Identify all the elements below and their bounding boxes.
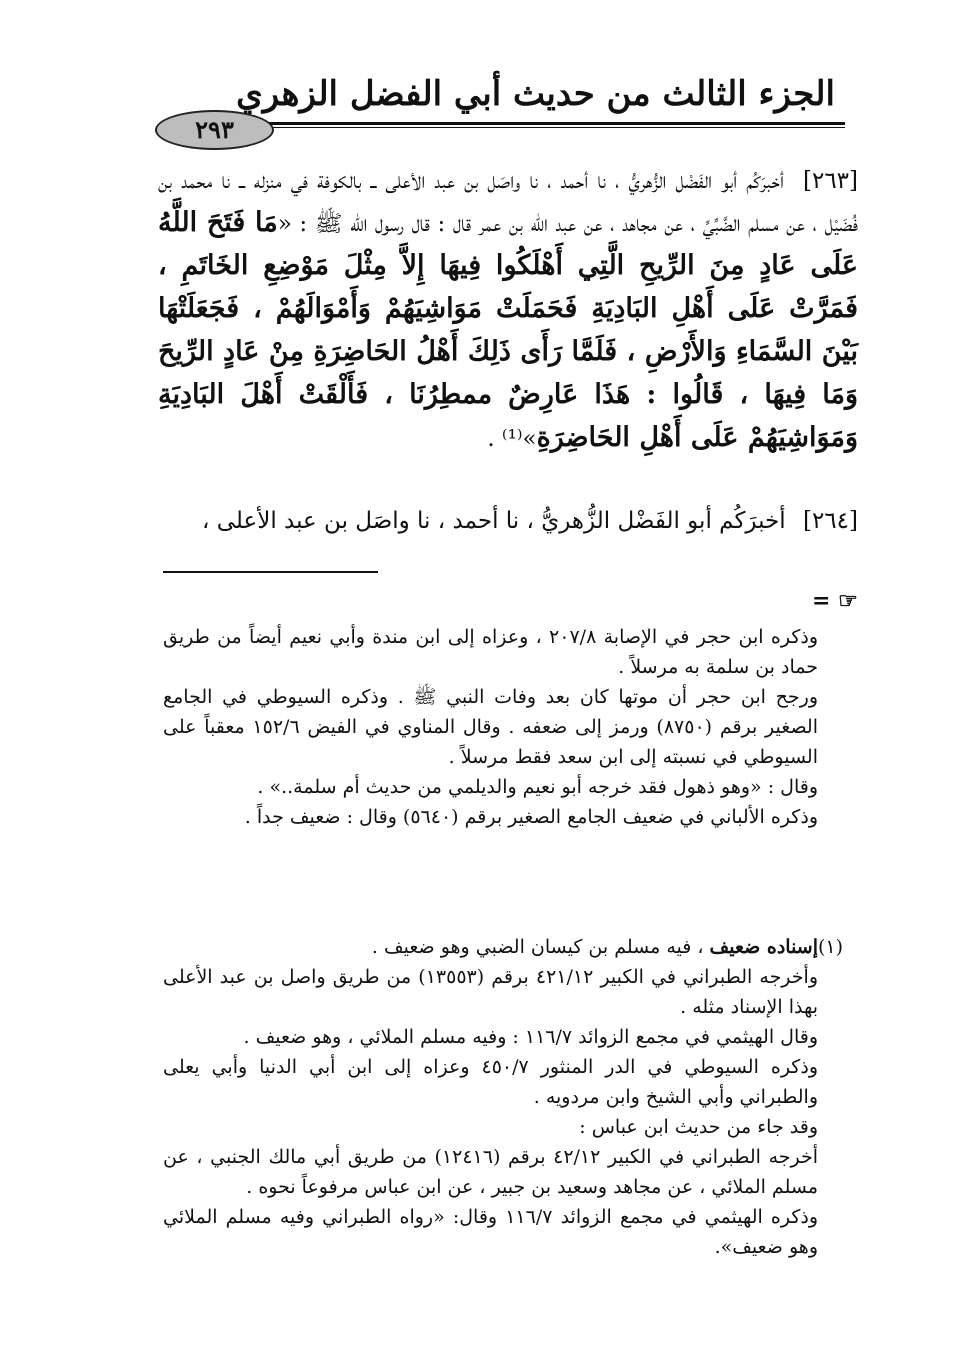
footnote-paragraph: وقال الهيثمي في مجمع الزوائد ١١٦/٧ : وفيه مسلم الملائي ، وهو ضعيف . (243, 1026, 818, 1048)
continuation-icon: = ☞ (812, 588, 858, 614)
footnote-paragraph: ورجح ابن حجر أن موتها كان بعد وفات النبي ﷺ . وذكره السيوطي في الجامع الصغير برقم (٨٧٥٠) ورمز إلى ضعفه . وقال المناوي في الفيض ١٥٢/٦ معقباً على السيوطي في نسبته إلى ابن سعد فقط مرسلاً . (163, 686, 818, 768)
header-rule (215, 122, 845, 125)
footnote-1 (163, 932, 818, 1262)
footnote-marker: (١) (818, 936, 844, 958)
footnote-paragraph: وذكره الهيثمي في مجمع الزوائد ١١٦/٧ وقال: «رواه الطبراني وفيه مسلم الملائي وهو ضعيف». (163, 1206, 819, 1258)
hadith-matn: مَا فَتَحَ اللَّهُ عَلَى عَادٍ مِنَ الرِّيحِ الَّتِي أَهْلَكُوا فِيهَا إِلاَّ مِثْلَ مَوْضِعِ الخَاتَمِ ، فَمَرَّتْ عَلَى أَهْلِ البَادِيَةِ فَحَمَلَتْ مَوَاشِيَهُمْ وَأَمْوَالَهُمْ ، فَجَعَلَتْهَا بَيْنَ السَّمَاءِ وَالأَرْضِ ، فَلَمَّا رَأَى ذَلِكَ أَهْلُ الحَاضِرَةِ مِنْ عَادٍ الرِّيحَ وَمَا فِيهَا ، قَالُوا : هَذَا عَارِضٌ ممطِرُنَا ، فَأَلْقَتْ أَهْلَ البَادِيَةِ وَمَوَاشِيَهُمْ عَلَى أَهْلِ الحَاضِرَةِ (158, 207, 858, 453)
footnote-paragraph: وقال : «وهو ذهول فقد خرجه أبو نعيم والديلمي من حديث أم سلمة..» . (257, 776, 818, 798)
hadith-263 (158, 160, 858, 460)
footnote-verdict-rest: ، فيه مسلم بن كيسان الضبي وهو ضعيف . (371, 936, 704, 958)
hadith-number: [٢٦٤] (802, 508, 858, 534)
footnote-paragraph: وذكره السيوطي في الدر المنثور ٤٥٠/٧ وعزاه إلى ابن أبي الدنيا وأبي يعلى والطبراني وأبي الشيخ وابن مردويه . (163, 1056, 818, 1108)
hadith-isnad: أخبرَكُم أبو الفَضْل الزُّهريُّ ، نا أحمد ، نا واصَل بن عبد الأعلى ــ بالكوفة في منزله ــ نا محمد بن فُضَيْل ، عن مسلم الضَّبِّيِّ ، عن مجاهد ، عن عبد الله بن عمر قال : قال رسول الله ﷺ : « (158, 168, 858, 237)
header-rule-thin (215, 127, 845, 128)
footnote-paragraph: أخرجه الطبراني في الكبير ٤٢/١٢ برقم (١٢٤١٦) من طريق أبي مالك الجنبي ، عن مسلم الملائي ، عن مجاهد وسعيد بن جبير ، عن ابن عباس مرفوعاً نحوه . (163, 1146, 819, 1198)
hadith-isnad: أخبرَكُم أبو الفَضْل الزُّهريُّ ، نا أحمد ، نا واصَل بن عبد الأعلى ، (201, 508, 786, 534)
footnote-paragraph: وقد جاء من حديث ابن عباس : (579, 1116, 818, 1138)
page-number-badge: ٢٩٣ (155, 110, 274, 150)
footnote-continued (163, 622, 818, 832)
footnote-paragraph (163, 932, 818, 962)
hadith-closing: »⁽¹⁾ . (487, 426, 537, 452)
footnote-paragraph: وذكره ابن حجر في الإصابة ٢٠٧/٨ ، وعزاه إلى ابن مندة وأبي نعيم أيضاً من طريق حماد بن سلمة به مرسلاً . (163, 626, 818, 678)
hadith-264 (158, 500, 858, 542)
footnote-separator (163, 571, 378, 573)
footnote-paragraph: وذكره الألباني في ضعيف الجامع الصغير برقم (٥٦٤٠) وقال : ضعيف جداً . (244, 806, 818, 828)
hadith-number: [٢٦٣] (802, 168, 859, 194)
footnote-paragraph: وأخرجه الطبراني في الكبير ٤٢١/١٢ برقم (١٣٥٥٣) من طريق واصل بن عبد الأعلى بهذا الإسناد مثله . (163, 966, 818, 1018)
running-title: الجزء الثالث من حديث أبي الفضل الزهري (236, 74, 835, 114)
footnote-verdict: إسناده ضعيف (709, 936, 818, 958)
page-header (155, 70, 845, 144)
